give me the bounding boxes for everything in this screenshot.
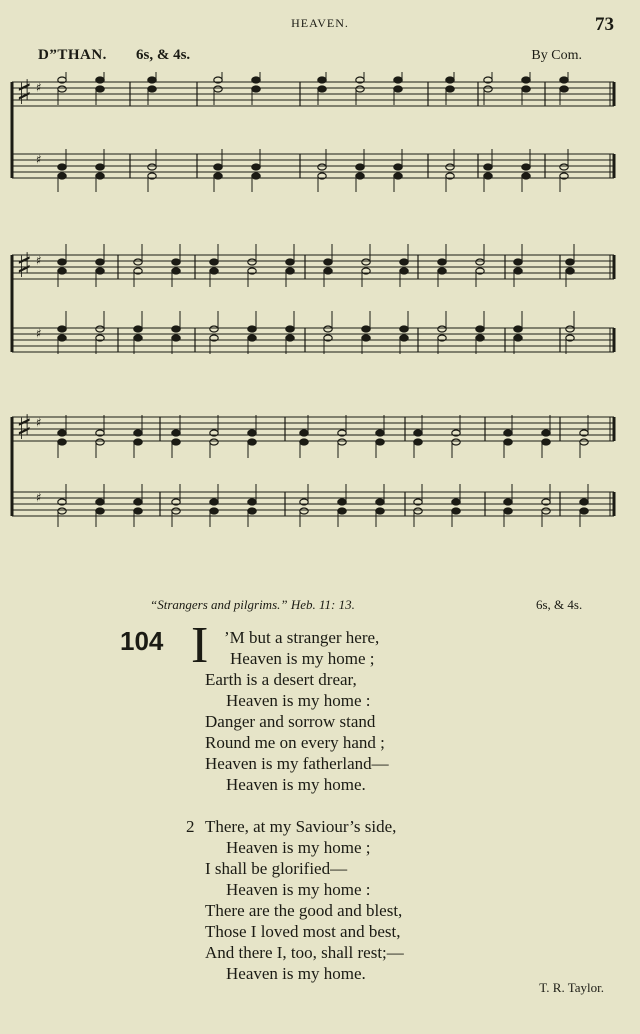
- note-head: [318, 86, 326, 92]
- note-head: [248, 259, 256, 265]
- note-head: [214, 164, 222, 170]
- note-head: [96, 164, 104, 170]
- note-head: [514, 259, 522, 265]
- note-head: [400, 335, 408, 341]
- note-head: [438, 259, 446, 265]
- note-head: [134, 508, 142, 514]
- note-head: [172, 268, 180, 274]
- note-head: [96, 259, 104, 265]
- note-head: [514, 326, 522, 332]
- note-head: [58, 259, 66, 265]
- verse-line: And there I, too, shall rest;—: [205, 943, 404, 962]
- note-head: [248, 326, 256, 332]
- verse-line: Heaven is my home :: [226, 880, 371, 899]
- note-head: [96, 326, 104, 332]
- note-head: [446, 164, 454, 170]
- verse-line: Round me on every hand ;: [205, 733, 385, 752]
- hymn-meter: 6s, & 4s.: [536, 597, 583, 612]
- note-head: [376, 430, 384, 436]
- note-head: [58, 173, 66, 179]
- note-head: [356, 164, 364, 170]
- note-head: [210, 439, 218, 445]
- note-head: [58, 508, 66, 514]
- verse-line: Heaven is my home :: [226, 691, 371, 710]
- note-head: [414, 508, 422, 514]
- note-head: [560, 164, 568, 170]
- note-head: [210, 499, 218, 505]
- verse-line: Earth is a desert drear,: [205, 670, 357, 689]
- hymn-number: 104: [120, 626, 164, 656]
- note-head: [96, 77, 104, 83]
- note-head: [58, 335, 66, 341]
- stanza-number: 2: [186, 817, 195, 836]
- note-head: [172, 439, 180, 445]
- note-head: [504, 508, 512, 514]
- sharp-icon: ♯: [36, 253, 42, 268]
- note-head: [58, 86, 66, 92]
- note-head: [252, 86, 260, 92]
- note-head: [148, 164, 156, 170]
- note-head: [58, 439, 66, 445]
- note-head: [286, 259, 294, 265]
- note-head: [96, 508, 104, 514]
- note-head: [172, 508, 180, 514]
- note-head: [134, 326, 142, 332]
- note-head: [566, 259, 574, 265]
- sharp-icon: ♯: [36, 490, 42, 505]
- note-head: [248, 499, 256, 505]
- note-head: [356, 86, 364, 92]
- verse-line: Heaven is my home.: [226, 775, 366, 794]
- note-head: [400, 326, 408, 332]
- note-head: [96, 173, 104, 179]
- note-head: [148, 86, 156, 92]
- note-head: [252, 77, 260, 83]
- note-head: [210, 268, 218, 274]
- music-score: [0, 72, 640, 572]
- note-head: [172, 430, 180, 436]
- note-head: [300, 508, 308, 514]
- note-head: [286, 326, 294, 332]
- sharp-icon: ♯: [36, 415, 42, 430]
- note-head: [214, 86, 222, 92]
- verse-line: There are the good and blest,: [205, 901, 403, 920]
- note-head: [134, 499, 142, 505]
- note-head: [356, 173, 364, 179]
- verse-line: Those I loved most and best,: [205, 922, 401, 941]
- note-head: [134, 430, 142, 436]
- treble-clef-icon: ♯: [16, 246, 33, 286]
- note-head: [376, 508, 384, 514]
- note-head: [580, 508, 588, 514]
- sharp-icon: ♯: [36, 80, 42, 95]
- note-head: [580, 499, 588, 505]
- note-head: [446, 77, 454, 83]
- note-head: [318, 77, 326, 83]
- verse-line: There, at my Saviour’s side,: [205, 817, 397, 836]
- note-head: [504, 439, 512, 445]
- treble-clef-icon: ♯: [16, 408, 33, 448]
- note-head: [210, 259, 218, 265]
- verse-line: I shall be glorified—: [205, 859, 348, 878]
- note-head: [324, 259, 332, 265]
- note-head: [248, 508, 256, 514]
- page-number: 73: [595, 14, 614, 35]
- treble-clef-icon: ♯: [16, 73, 33, 113]
- note-head: [566, 326, 574, 332]
- note-head: [476, 335, 484, 341]
- note-head: [96, 499, 104, 505]
- note-head: [248, 439, 256, 445]
- note-head: [522, 173, 530, 179]
- note-head: [522, 86, 530, 92]
- note-head: [476, 259, 484, 265]
- note-head: [324, 268, 332, 274]
- note-head: [376, 499, 384, 505]
- note-head: [394, 164, 402, 170]
- note-head: [504, 430, 512, 436]
- verse-line-1: ’M but a stranger here,: [224, 628, 380, 647]
- tune-meter: 6s, & 4s.: [136, 47, 191, 63]
- note-head: [248, 430, 256, 436]
- drop-cap: I: [191, 617, 209, 674]
- note-head: [362, 335, 370, 341]
- note-head: [560, 77, 568, 83]
- note-head: [542, 508, 550, 514]
- note-head: [438, 268, 446, 274]
- sharp-icon: ♯: [36, 152, 42, 167]
- sharp-icon: ♯: [36, 326, 42, 341]
- note-head: [414, 439, 422, 445]
- note-head: [172, 335, 180, 341]
- author: T. R. Taylor.: [539, 980, 604, 995]
- note-head: [252, 164, 260, 170]
- running-head: HEAVEN.: [291, 16, 349, 30]
- note-head: [476, 326, 484, 332]
- note-head: [134, 335, 142, 341]
- note-head: [134, 259, 142, 265]
- note-head: [300, 430, 308, 436]
- note-head: [252, 173, 260, 179]
- note-head: [58, 164, 66, 170]
- note-head: [318, 164, 326, 170]
- note-head: [338, 439, 346, 445]
- note-head: [560, 86, 568, 92]
- note-head: [58, 268, 66, 274]
- note-head: [542, 430, 550, 436]
- note-head: [566, 268, 574, 274]
- note-head: [394, 173, 402, 179]
- note-head: [58, 326, 66, 332]
- note-head: [376, 439, 384, 445]
- verse-line: Heaven is my home ;: [230, 649, 375, 668]
- note-head: [452, 508, 460, 514]
- note-head: [438, 326, 446, 332]
- note-head: [148, 77, 156, 83]
- note-head: [400, 259, 408, 265]
- note-head: [172, 259, 180, 265]
- note-head: [580, 439, 588, 445]
- note-head: [300, 439, 308, 445]
- note-head: [210, 508, 218, 514]
- note-head: [514, 335, 522, 341]
- note-head: [210, 326, 218, 332]
- note-head: [338, 499, 346, 505]
- verse-line: Danger and sorrow stand: [205, 712, 376, 731]
- note-head: [58, 430, 66, 436]
- note-head: [484, 86, 492, 92]
- note-head: [286, 268, 294, 274]
- note-head: [484, 164, 492, 170]
- note-head: [414, 430, 422, 436]
- note-head: [504, 499, 512, 505]
- verse-line: Heaven is my home ;: [226, 838, 371, 857]
- note-head: [394, 77, 402, 83]
- note-head: [362, 259, 370, 265]
- note-head: [400, 268, 408, 274]
- note-head: [452, 499, 460, 505]
- verse-line: Heaven is my fatherland—: [205, 754, 389, 773]
- note-head: [286, 335, 294, 341]
- tune-composer: By Com.: [531, 48, 582, 63]
- note-head: [134, 439, 142, 445]
- note-head: [522, 164, 530, 170]
- note-head: [362, 326, 370, 332]
- verse-line: Heaven is my home.: [226, 964, 366, 983]
- note-head: [172, 326, 180, 332]
- note-head: [542, 439, 550, 445]
- note-head: [96, 86, 104, 92]
- note-head: [338, 508, 346, 514]
- note-head: [96, 268, 104, 274]
- note-head: [96, 439, 104, 445]
- note-head: [484, 173, 492, 179]
- note-head: [248, 335, 256, 341]
- note-head: [452, 439, 460, 445]
- note-head: [214, 173, 222, 179]
- note-head: [324, 326, 332, 332]
- note-head: [514, 268, 522, 274]
- note-head: [522, 77, 530, 83]
- scripture-caption: “Strangers and pilgrims.” Heb. 11: 13.: [150, 597, 355, 612]
- note-head: [446, 86, 454, 92]
- note-head: [394, 86, 402, 92]
- tune-name: D”THAN.: [38, 47, 107, 63]
